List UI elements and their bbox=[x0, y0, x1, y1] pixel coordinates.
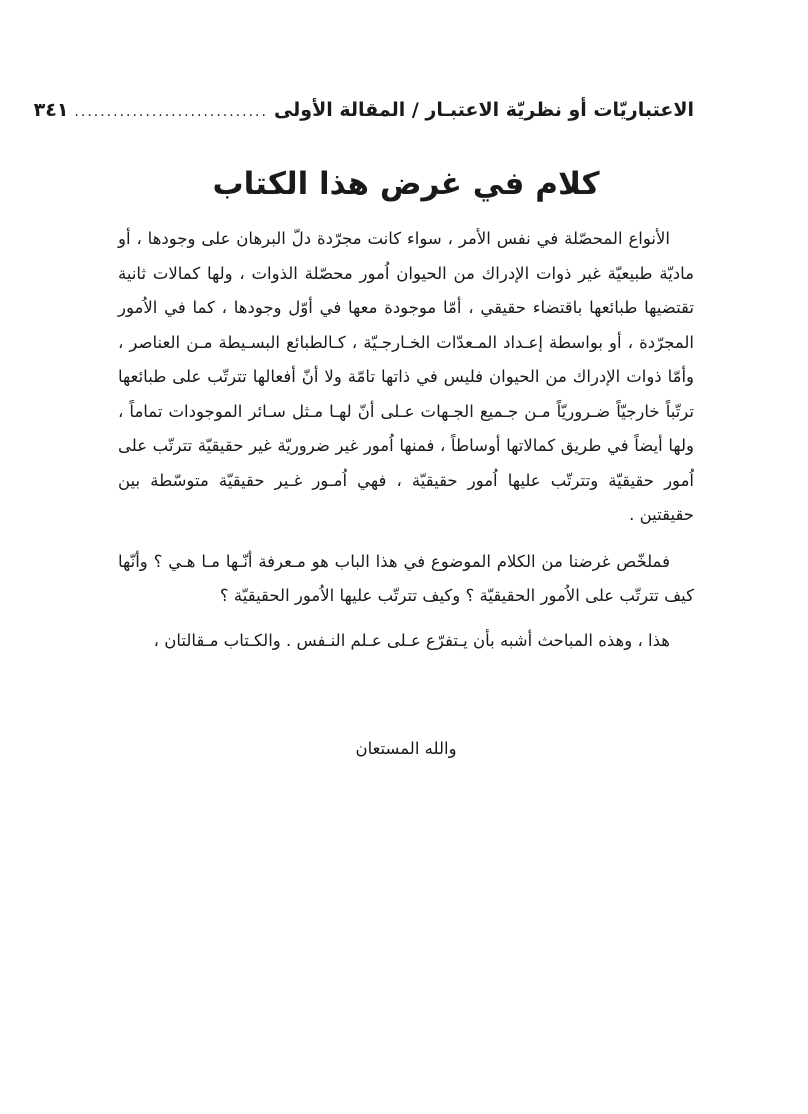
running-title: الاعتباريّات أو نظريّة الاعتبـار / المقالة الأولى bbox=[273, 99, 694, 121]
chapter-title: كلام في غرض هذا الكتاب bbox=[212, 166, 600, 202]
page-number: ٣٤١ bbox=[33, 99, 69, 121]
body-text bbox=[118, 222, 694, 670]
closing-phrase: والله المستعان bbox=[355, 739, 457, 758]
dot-leader: .............................. bbox=[74, 104, 268, 120]
paragraph-1: الأنواع المحصّلة في نفس الأمر ، سواء كانت مجرّدة دلّ البرهان على وجودها ، أو ماديّة طبيعيّة غير ذوات الإدراك من الحيوان اُمور محصّلة الذوات ، ولها كمالات ثانية تقتضيها طبائعها باقتضاء حقيقي ، أمّا موجودة معها في أوّل وجودها ، كما في الاُمور المجرّدة ، أو بواسطة إعـداد المـعدّات الخـارجـيّة ، كـالطبائع البسـيطة مـن العناصر ، وأمّا ذوات الإدراك من الحيوان فليس في ذاتها تامّة ولا أنّ أفعالها تترتّب على طبائعها ترتّباً خارجيّاً ضـروريّاً مـن جـميع الجـهات عـلى أنّ لهـا مـثل سـائر الموجودات تماماً ، ولها أيضاً في طريق كمالاتها أوساطاً ، فمنها اُمور غير ضروريّة غير حقيقيّة تترتّب على اُمور حقيقيّة وتترتّب عليها اُمور حقيقيّة ، فهي اُمـور غـير حقيقيّة متوسّطة بين حقيقتين . bbox=[118, 229, 694, 524]
paragraph-3: هذا ، وهذه المباحث أشبه بأن يـتفرّع عـلى عـلم النـفس . والكـتاب مـقالتان ، bbox=[153, 630, 670, 650]
paragraph-2: فملخّص غرضنا من الكلام الموضوع في هذا الباب هو مـعرفة أنّـها مـا هـي ؟ وأنّها كيف تترتّب على الاُمور الحقيقيّة ؟ وكيف تترتّب عليها الاُمور الحقيقيّة ؟ bbox=[118, 551, 694, 605]
running-header bbox=[33, 99, 694, 133]
